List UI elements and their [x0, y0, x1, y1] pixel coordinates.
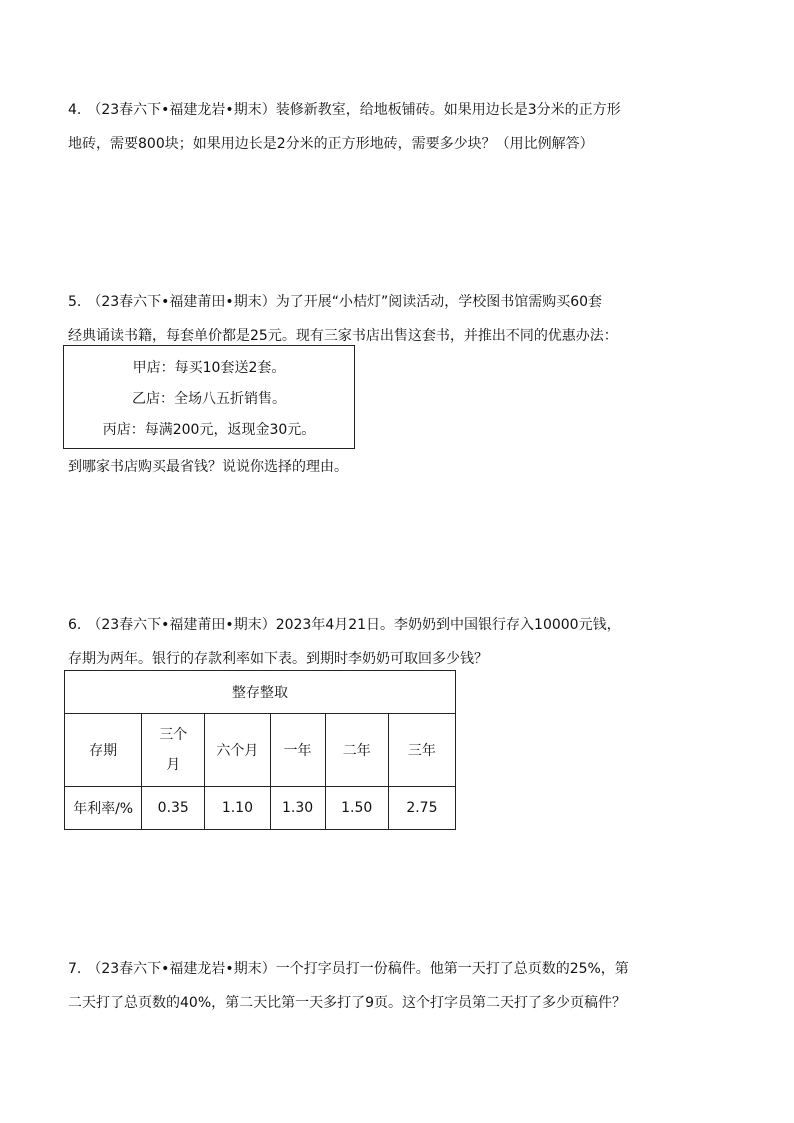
- question-7-line-1: 7. （23春六下•福建龙岩•期末）一个打字员打一份稿件。他第一天打了总页数的25%，第: [68, 961, 629, 977]
- term-two-years: 二年: [325, 714, 388, 787]
- offers-box: [63, 345, 355, 449]
- question-5-line-1: 5. （23春六下•福建莆田•期末）为了开展“小桔灯”阅读活动，学校图书馆需购买60套: [68, 294, 603, 310]
- question-6-line-2: 存期为两年。银行的存款利率如下表。到期时李奶奶可取回多少钱？: [68, 651, 488, 667]
- rate-three-years: 2.75: [388, 787, 455, 830]
- offer-shop-yi: 乙店：全场八五折销售。: [132, 391, 286, 407]
- question-4-line-1: 4. （23春六下•福建龙岩•期末）装修新教室，给地板铺砖。如果用边长是3分米的正方形: [68, 102, 621, 118]
- term-three-months: 三个月: [142, 714, 205, 787]
- table-title: 整存整取: [65, 671, 456, 714]
- rate-two-years: 1.50: [325, 787, 388, 830]
- question-5-line-2: 经典诵读书籍，每套单价都是25元。现有三家书店出售这套书，并推出不同的优惠办法：: [68, 328, 618, 344]
- row-label-rate: 年利率/%: [65, 787, 142, 830]
- rate-six-months: 1.10: [205, 787, 270, 830]
- question-4-line-2: 地砖，需要800块；如果用边长是2分米的正方形地砖，需要多少块？（用比例解答）: [68, 136, 594, 152]
- offer-shop-jia: 甲店：每买10套送2套。: [132, 360, 286, 376]
- question-4-number: 4.: [68, 102, 82, 118]
- rate-three-months: 0.35: [142, 787, 205, 830]
- question-5: [68, 285, 728, 353]
- question-4: [68, 93, 728, 161]
- term-six-months: 六个月: [205, 714, 270, 787]
- question-6-line-1: 6. （23春六下•福建莆田•期末）2023年4月21日。李奶奶到中国银行存入10000元钱，: [68, 617, 621, 633]
- question-5-number: 5.: [68, 294, 82, 310]
- interest-rate-table: [64, 670, 456, 830]
- offer-shop-bing: 丙店：每满200元，返现金30元。: [102, 422, 316, 438]
- term-one-year: 一年: [270, 714, 325, 787]
- question-6-number: 6.: [68, 617, 82, 633]
- term-three-years: 三年: [388, 714, 455, 787]
- question-6: [68, 608, 728, 676]
- rate-one-year: 1.30: [270, 787, 325, 830]
- question-5-ask: 到哪家书店购买最省钱？说说你选择的理由。: [68, 459, 348, 475]
- question-7-line-2: 二天打了总页数的40%，第二天比第一天多打了9页。这个打字员第二天打了多少页稿件？: [68, 995, 627, 1011]
- question-7-number: 7.: [68, 961, 82, 977]
- row-label-term: 存期: [65, 714, 142, 787]
- question-7: [68, 952, 728, 1020]
